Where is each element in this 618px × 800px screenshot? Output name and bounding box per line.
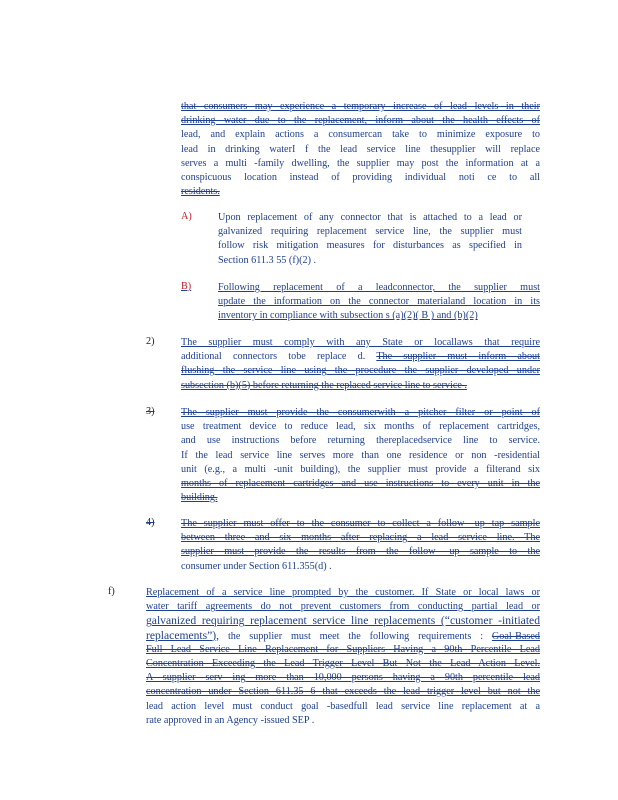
text-line: [146, 714, 540, 728]
text-line: [146, 600, 540, 614]
text-line: [218, 211, 522, 225]
text-run: water tariff agreements do not prevent customers from conducting partial lead or: [146, 601, 540, 613]
text-line: [181, 545, 540, 559]
item-4-label: 4): [146, 517, 155, 528]
text-line: [181, 128, 540, 142]
text-run: and use instructions before returning thereplacedservice line to service.: [181, 435, 540, 447]
text-run: flushing the service line using the procedure the supplier developed under: [181, 365, 540, 377]
text-run: galvanized requiring replacement service line replacements (“customer -initiated: [146, 614, 540, 628]
intro-paragraph: [181, 100, 540, 199]
section-f-text: [146, 586, 540, 728]
text-run: The supplier must comply with any State or locallaws that require: [181, 337, 540, 348]
item-3-text: [181, 406, 540, 505]
item-2-text: [181, 336, 540, 393]
text-run: consumer under Section 611.355(d) .: [181, 560, 332, 572]
text-run: subsection (b)(5) before returning the replaced service line to service .: [181, 379, 467, 391]
text-run: use treatment device to reduce lead, six months of replacement cartridges,: [181, 421, 540, 433]
text-line: [181, 185, 540, 199]
text-run: lead, and explain actions a consumercan take to minimize exposure to: [181, 129, 540, 141]
text-line: [146, 629, 540, 643]
item-2-label: 2): [146, 336, 155, 347]
text-run: unit (e.g., a multi -unit building), the supplier must provide a filterand six: [181, 463, 540, 475]
item-a-text: [218, 211, 522, 268]
text-run: Upon replacement of any connector that is attached to a lead or: [218, 212, 522, 223]
text-run: Full Lead Service Line Replacement for Suppliers Having a 90th Percentile Lead: [146, 643, 540, 655]
text-line: [218, 239, 522, 253]
text-line: [146, 643, 540, 657]
text-run: between three and six months after replacing a lead service line. The: [181, 532, 540, 544]
text-run: lead in drinking waterI f the lead service line thesupplier will replace: [181, 143, 540, 155]
text-line: [218, 309, 540, 323]
text-run: that consumers may experience a temporary increase of lead levels in their: [181, 101, 540, 112]
text-run: follow risk mitigation measures for disturbances as specified in: [218, 240, 522, 252]
text-line: [146, 586, 540, 600]
text-line: [181, 517, 540, 531]
text-line: [181, 100, 540, 114]
struck-text-run: Goal-Based: [491, 630, 540, 642]
text-line: [181, 420, 540, 434]
text-run: update the information on the connector materialand location in its: [218, 296, 540, 308]
text-run: If the lead service line serves more than one residence or non -residential: [181, 449, 540, 461]
text-run: months of replacement cartridges and use instructions to every unit in the: [181, 477, 540, 489]
section-f-label: f): [108, 586, 115, 597]
text-line: [181, 406, 540, 420]
text-run: inventory in compliance with subsection s (a)(2)( B ) and (b)(2): [218, 310, 478, 322]
text-run: drinking water due to the replacement, inform about the health effects of: [181, 115, 540, 127]
text-run: the supplier must meet the following requirements :: [219, 630, 492, 642]
text-run: additional connectors tobe replace d.: [181, 351, 377, 363]
text-line: [181, 449, 540, 463]
text-line: [181, 379, 540, 393]
text-run: Replacement of a service line prompted by the customer. If State or local laws or: [146, 587, 540, 598]
text-line: [181, 560, 540, 574]
text-line: [218, 254, 522, 268]
text-run: The supplier must provide the consumerwith a pitcher filter or point of: [181, 407, 540, 418]
text-line: [181, 350, 540, 364]
text-run: The supplier must offer to the consumer to collect a follow -up tap sample: [181, 518, 540, 529]
text-run: conspicuous location instead of providing individual noti ce to all: [181, 171, 540, 183]
text-run: rate approved in an Agency -issued SEP .: [146, 714, 315, 726]
item-4-text: [181, 517, 540, 574]
text-run: serves a multi -family dwelling, the supplier may post the information at a: [181, 157, 540, 169]
text-run: replacements”),: [146, 628, 220, 642]
text-line: [181, 143, 540, 157]
text-line: [146, 614, 540, 628]
text-run: A supplier serv ing more than 10,000 persons having a 90th percentile lead: [146, 672, 540, 684]
text-run: Concentration Exceeding the Lead Trigger Level But Not the Lead Action Level.: [146, 657, 540, 669]
text-line: [218, 281, 540, 295]
text-line: [181, 364, 540, 378]
text-run: galvanized requiring replacement service line, the supplier must: [218, 226, 522, 238]
text-line: [181, 477, 540, 491]
text-line: [218, 295, 540, 309]
item-b-label: B): [181, 281, 192, 292]
text-run: concentration under Section 611.35 6 that exceeds the lead trigger level but not the: [146, 686, 540, 698]
text-line: [181, 463, 540, 477]
text-run: supplier must provide the results from the follow -up sample to the: [181, 546, 540, 558]
struck-text-run: The supplier must inform about: [376, 351, 540, 363]
text-line: [181, 336, 540, 350]
text-run: residents.: [181, 186, 220, 198]
text-line: [218, 225, 522, 239]
text-line: [146, 671, 540, 685]
text-line: [146, 657, 540, 671]
text-line: [146, 700, 540, 714]
text-line: [181, 491, 540, 505]
text-line: [181, 114, 540, 128]
text-line: [181, 434, 540, 448]
text-run: building.: [181, 492, 218, 504]
text-line: [181, 157, 540, 171]
text-line: [181, 531, 540, 545]
text-run: lead action level must conduct goal -basedfull lead service line replacement at a: [146, 700, 540, 712]
text-run: Section 611.3 55 (f)(2) .: [218, 254, 317, 266]
text-line: [181, 171, 540, 185]
text-line: [146, 685, 540, 699]
item-a-label: A): [181, 211, 192, 222]
text-run: Following replacement of a leadconnector, the supplier must: [218, 282, 540, 293]
item-3-label: 3): [146, 406, 155, 417]
item-b-text: [218, 281, 540, 324]
